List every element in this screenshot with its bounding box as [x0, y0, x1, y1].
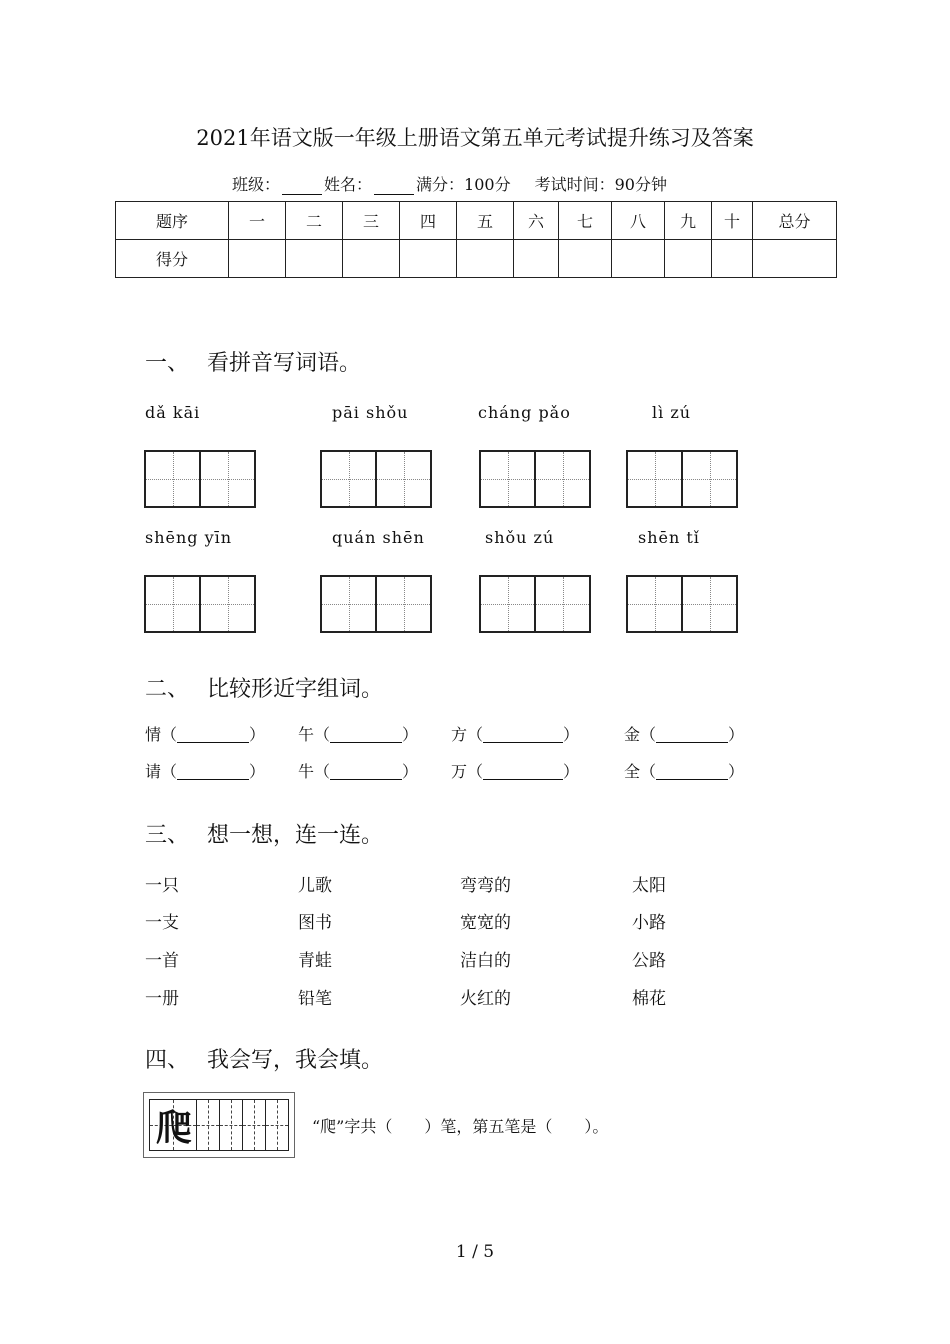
table-cell: 三	[343, 202, 400, 240]
section-number: 四、	[145, 1048, 190, 1073]
connect-word[interactable]: 太阳	[632, 876, 666, 896]
section-title: 想一想，连一连。	[207, 823, 384, 848]
pinyin-5: shēng yīn	[145, 528, 233, 547]
pinyin-7: shǒu zú	[485, 528, 555, 547]
practice-cell[interactable]	[265, 1100, 288, 1150]
table-cell: 七	[559, 202, 612, 240]
section-number: 一、	[145, 351, 190, 376]
score-table	[115, 201, 837, 278]
writing-grid[interactable]	[320, 450, 432, 508]
score-cell[interactable]	[753, 240, 837, 278]
connect-word[interactable]: 儿歌	[298, 876, 332, 896]
connect-word[interactable]: 宽宽的	[460, 913, 511, 933]
writing-grid[interactable]	[144, 575, 256, 633]
practice-cell[interactable]	[219, 1100, 242, 1150]
writing-grid[interactable]	[626, 450, 738, 508]
pinyin-2: pāi shǒu	[332, 403, 409, 422]
connect-word[interactable]: 弯弯的	[460, 876, 511, 896]
writing-grid[interactable]	[144, 450, 256, 508]
score-cell[interactable]	[457, 240, 514, 278]
pinyin-6: quán shēn	[332, 528, 425, 547]
section-4-heading	[145, 1043, 383, 1074]
practice-cell[interactable]	[196, 1100, 219, 1150]
connect-word[interactable]: 一首	[145, 951, 179, 971]
section-3-heading	[145, 818, 383, 849]
connect-word[interactable]: 棉花	[632, 989, 666, 1009]
table-cell: 五	[457, 202, 514, 240]
pinyin-3: cháng pǎo	[478, 403, 571, 422]
compare-item[interactable]: 全（ ）	[624, 762, 745, 781]
class-blank[interactable]	[282, 178, 322, 195]
model-character: 爬	[155, 1106, 192, 1149]
connect-word[interactable]: 火红的	[460, 989, 511, 1009]
section-2-heading	[145, 672, 383, 703]
table-cell: 总分	[753, 202, 837, 240]
section-title: 比较形近字组词。	[207, 677, 384, 702]
table-cell: 一	[229, 202, 286, 240]
section-number: 二、	[145, 677, 190, 702]
compare-item[interactable]: 万（ ）	[451, 762, 580, 781]
pinyin-8: shēn tǐ	[638, 528, 700, 547]
table-cell: 九	[665, 202, 712, 240]
connect-word[interactable]: 一只	[145, 876, 179, 896]
full-score: 满分：100分	[416, 175, 511, 194]
character-writing-box	[143, 1092, 295, 1158]
connect-word[interactable]: 一册	[145, 989, 179, 1009]
compare-item[interactable]: 牛（ ）	[298, 762, 419, 781]
connect-word[interactable]: 铅笔	[298, 989, 332, 1009]
table-cell: 四	[400, 202, 457, 240]
table-cell: 二	[286, 202, 343, 240]
writing-grid[interactable]	[320, 575, 432, 633]
score-cell[interactable]	[665, 240, 712, 278]
writing-grid[interactable]	[626, 575, 738, 633]
score-cell[interactable]	[559, 240, 612, 278]
exam-info	[232, 172, 667, 195]
connect-word[interactable]: 公路	[632, 951, 666, 971]
section-title: 看拼音写词语。	[207, 351, 362, 376]
connect-word[interactable]: 青蛙	[298, 951, 332, 971]
compare-item[interactable]: 情（ ）	[145, 725, 266, 744]
writing-grid[interactable]	[479, 575, 591, 633]
section-1-heading	[145, 346, 361, 377]
page-title: 2021年语文版一年级上册语文第五单元考试提升练习及答案	[196, 126, 754, 150]
exam-time: 考试时间：90分钟	[534, 175, 667, 194]
compare-item[interactable]: 金（ ）	[624, 725, 745, 744]
table-cell: 八	[612, 202, 665, 240]
score-table-score-row	[116, 240, 837, 278]
stroke-question: “爬”字共（ ）笔，第五笔是（ ）。	[312, 1117, 609, 1136]
name-blank[interactable]	[374, 178, 414, 195]
page-number: 1 / 5	[455, 1242, 495, 1262]
connect-word[interactable]: 小路	[632, 913, 666, 933]
connect-word[interactable]: 图书	[298, 913, 332, 933]
score-cell[interactable]	[612, 240, 665, 278]
compare-item[interactable]: 请（ ）	[145, 762, 266, 781]
section-title: 我会写，我会填。	[207, 1048, 384, 1073]
name-label: 姓名：	[324, 175, 373, 194]
compare-item[interactable]: 午（ ）	[298, 725, 419, 744]
model-character-cell	[150, 1100, 196, 1150]
compare-item[interactable]: 方（ ）	[451, 725, 580, 744]
practice-cell[interactable]	[242, 1100, 265, 1150]
score-cell[interactable]	[286, 240, 343, 278]
table-cell: 得分	[116, 240, 229, 278]
connect-word[interactable]: 洁白的	[460, 951, 511, 971]
pinyin-1: dǎ kāi	[145, 403, 201, 422]
table-cell: 六	[514, 202, 559, 240]
score-cell[interactable]	[400, 240, 457, 278]
score-cell[interactable]	[343, 240, 400, 278]
class-label: 班级：	[232, 175, 281, 194]
score-cell[interactable]	[229, 240, 286, 278]
connect-word[interactable]: 一支	[145, 913, 179, 933]
table-cell: 题序	[116, 202, 229, 240]
score-cell[interactable]	[712, 240, 753, 278]
pinyin-4: lì zú	[652, 403, 692, 422]
section-number: 三、	[145, 823, 190, 848]
score-cell[interactable]	[514, 240, 559, 278]
table-cell: 十	[712, 202, 753, 240]
writing-grid[interactable]	[479, 450, 591, 508]
score-table-header-row	[116, 202, 837, 240]
